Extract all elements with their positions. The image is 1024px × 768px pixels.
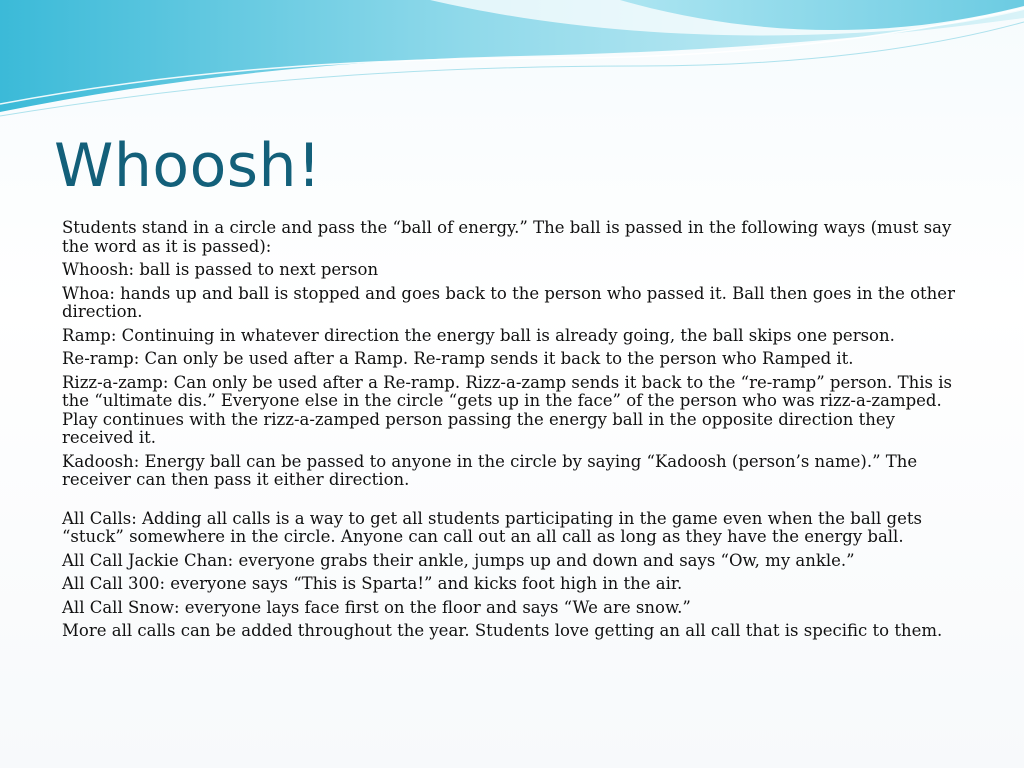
paragraph-all-calls: All Calls: Adding all calls is a way to get all students participating in the game even when the ball gets “stuck” somewhere in the circle. Anyone can call out an all call as long as they have the energy ball. — [62, 508, 922, 546]
paragraph-all-call-snow: All Call Snow: everyone lays face first on the floor and says “We are snow.” — [62, 597, 691, 617]
paragraph-all-call-jackie-chan: All Call Jackie Chan: everyone grabs their ankle, jumps up and down and says “Ow, my ankle.” — [62, 550, 855, 570]
paragraph-rizz-a-zamp: Rizz-a-zamp: Can only be used after a Re-ramp. Rizz-a-zamp sends it back to the “re-ramp” person. This is the “ultimate dis.” Everyone else in the circle “gets up in the face” of the person who was rizz-a-zamped. Play continues with the rizz-a-zamped person passing the energy ball in the opposite direction they received it. — [62, 372, 953, 447]
paragraph-gap — [62, 495, 962, 510]
paragraph-whoosh: Whoosh: ball is passed to next person — [62, 260, 379, 279]
slide-title: Whoosh! — [54, 131, 322, 201]
wave-decoration — [0, 0, 1024, 130]
paragraph-whoa: Whoa: hands up and ball is stopped and goes back to the person who passed it. Ball then goes in the other direction. — [62, 283, 955, 321]
paragraph-more-all-calls: More all calls can be added throughout the year. Students love getting an all call that is specific to them. — [62, 621, 943, 640]
slide-body — [62, 219, 962, 646]
paragraph-intro: Students stand in a circle and pass the “ball of energy.” The ball is passed in the following ways (must say the word as it is passed): — [62, 218, 952, 256]
paragraph-all-call-300: All Call 300: everyone says “This is Sparta!” and kicks foot high in the air. — [62, 574, 683, 593]
paragraph-re-ramp: Re-ramp: Can only be used after a Ramp. Re-ramp sends it back to the person who Ramped it. — [62, 349, 854, 368]
paragraph-ramp: Ramp: Continuing in whatever direction the energy ball is already going, the ball skips one person. — [62, 325, 895, 345]
paragraph-kadoosh: Kadoosh: Energy ball can be passed to anyone in the circle by saying “Kadoosh (person’s name).” The receiver can then pass it either direction. — [62, 451, 918, 489]
